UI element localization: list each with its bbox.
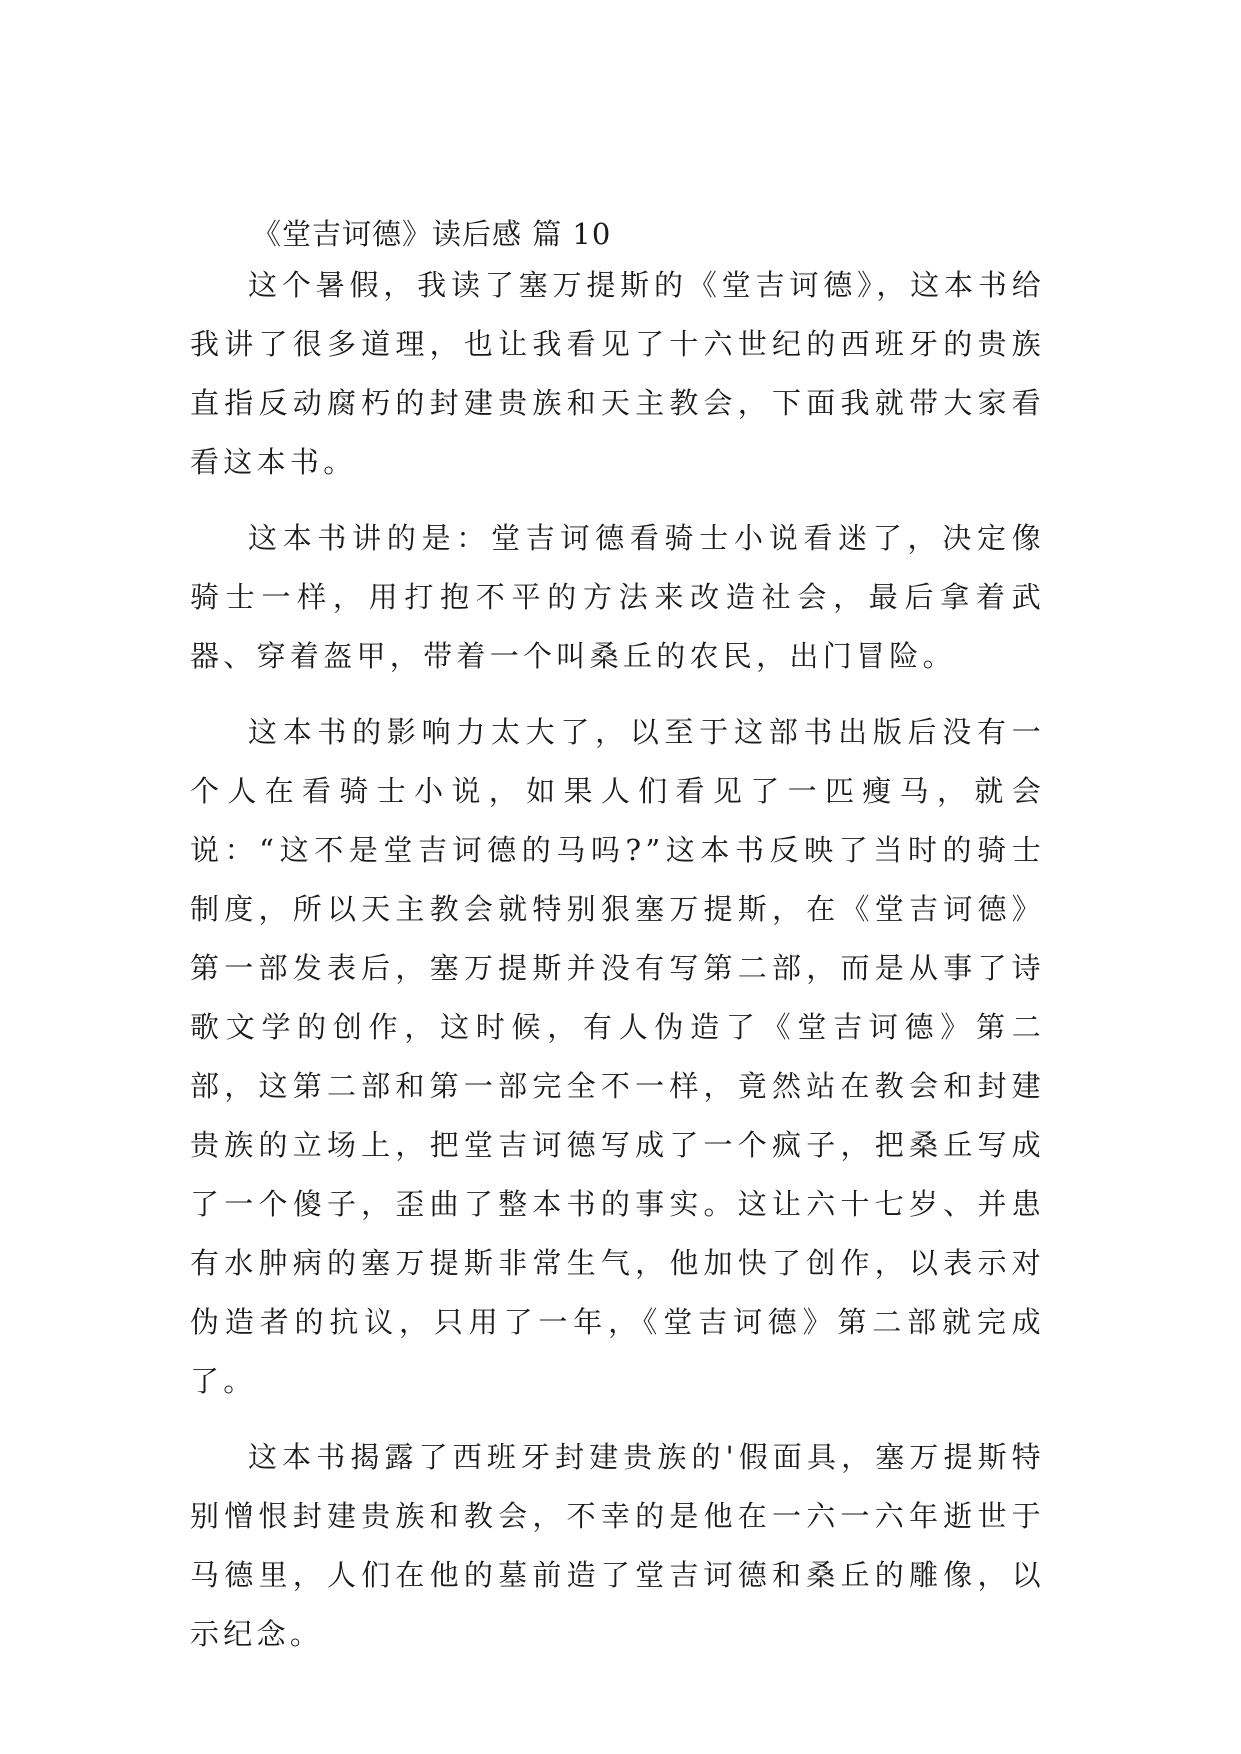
document-title: 《堂吉诃德》读后感 篇 10 — [252, 217, 612, 251]
paragraph-1: 这个暑假，我读了塞万提斯的《堂吉诃德》，这本书给我讲了很多道理，也让我看见了十六世纪的西班牙的贵族直指反动腐朽的封建贵族和天主教会，下面我就带大家看看这本书。 — [190, 268, 1045, 479]
document-body — [190, 214, 1045, 1664]
paragraph-4: 这本书揭露了西班牙封建贵族的'假面具，塞万提斯特别憎恨封建贵族和教会，不幸的是他在一六一六年逝世于马德里，人们在他的墓前造了堂吉诃德和桑丘的雕像，以示纪念。 — [190, 1440, 1045, 1651]
paragraph-2: 这本书讲的是：堂吉诃德看骑士小说看迷了，决定像骑士一样，用打抱不平的方法来改造社会，最后拿着武器、穿着盔甲，带着一个叫桑丘的农民，出门冒险。 — [190, 521, 1045, 673]
paragraph-3: 这本书的影响力太大了，以至于这部书出版后没有一个人在看骑士小说，如果人们看见了一匹瘦马，就会说：“这不是堂吉诃德的马吗?”这本书反映了当时的骑士制度，所以天主教会就特别狠塞万提斯，在《堂吉诃德》第一部发表后，塞万提斯并没有写第二部，而是从事了诗歌文学的创作，这时候，有人伪造了《堂吉诃德》第二部，这第二部和第一部完全不一样，竟然站在教会和封建贵族的立场上，把堂吉诃德写成了一个疯子，把桑丘写成了一个傻子，歪曲了整本书的事实。这让六十七岁、并患有水肿病的塞万提斯非常生气，他加快了创作，以表示对伪造者的抗议，只用了一年，《堂吉诃德》第二部就完成了。 — [190, 715, 1045, 1398]
